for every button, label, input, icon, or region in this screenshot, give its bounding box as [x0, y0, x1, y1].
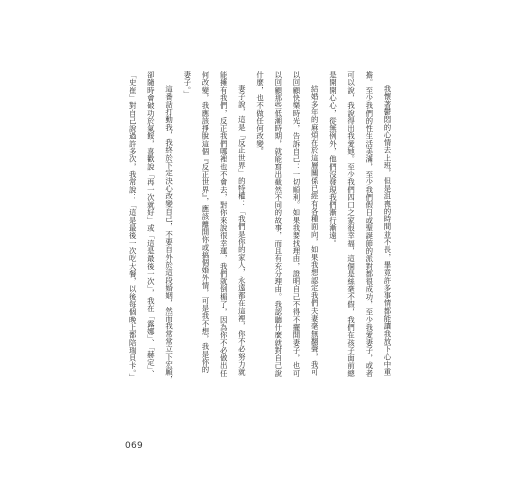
- text-column: 結婚多年的麻煩在於這層關係已經有各種面向，如果我想認定我們夫妻毫無翻聲，我可: [310, 85, 320, 376]
- page-number: 069: [125, 441, 144, 451]
- text-column: 擔。至少我們的性生活美滿，至少我們假日或聖誕節的派對都很成功，至少我愛妻子，或者: [364, 71, 374, 377]
- text-column: 以回顧快樂時光，告訴自己：一切順利。如果我要找理由，證明自己不得不擺開妻子，也可: [291, 71, 301, 377]
- text-column: 能擁有我們，反正我們哪裡也不會去，對你來說很幸運，我們就倒楣了，因為你不必做出任: [219, 71, 229, 377]
- text-column: 何改變，我應該掙脫這個『反正世界』，應該離開你或搞個婚外情，可是我不想，我是你的: [200, 71, 210, 374]
- text-column: 是開開心心，從無例外，他們沒發現我們漸行漸遠。: [328, 71, 338, 247]
- text-column: 可以說，我說得出我愛她。至少我們四口之家很幸福，這個是絲毫不假，我們在孩子面前總: [346, 71, 356, 377]
- text-column: 卻隨時會破功於氣餒，喜歡說「再一次就好」或「這是最後一次」，我在「露娜」、「赫定」、: [146, 71, 156, 378]
- text-column: 這番話打動我，我終於下定決心改變自己，不要自外於這段婚姻，然而我常常立下宏願，: [164, 85, 174, 384]
- text-column: 「史崔」對自己說過許多次，我常說：「這是最後一次吃大餐，以後每個晚上都陪瑞貝卡。」: [128, 71, 138, 381]
- text-column: 我懷著鬱悶的心情去上班，但是沮喪的時間並不長，畢竟許多事情都能讓我放下心中重: [383, 85, 392, 376]
- text-column: 什麼，也不做任何改變。: [255, 71, 265, 156]
- text-column: 妻子說，這是「反正世界」的特權：「我們是你的家人，永遠都在這裡，你不必努力就: [237, 85, 247, 376]
- body-text: [128, 71, 396, 458]
- text-column: 妻子。」: [182, 71, 192, 98]
- text-column: 以回顧那些低潮時期，就能寫出截然不同的故事，而且有充分理由。我認聽什麼就對自己說: [273, 71, 283, 377]
